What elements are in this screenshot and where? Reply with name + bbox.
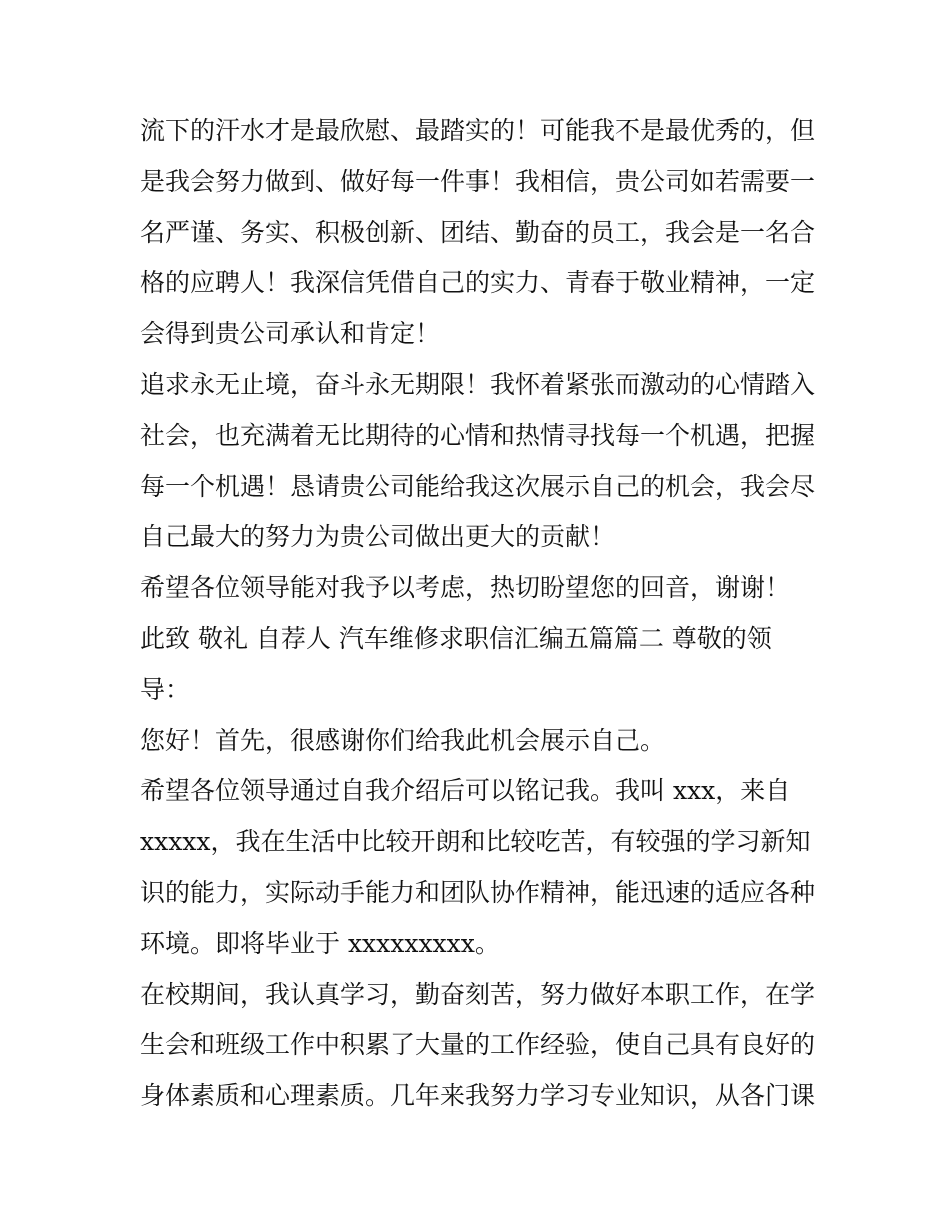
- text-line: 社会，也充满着无比期待的心情和热情寻找每一个机遇，把握: [140, 420, 816, 450]
- text-line: 您好！首先，很感谢你们给我此机会展示自己。: [140, 725, 666, 755]
- text-line: 导：: [140, 674, 191, 704]
- text-line: 生会和班级工作中积累了大量的工作经验，使自己具有良好的: [140, 1030, 816, 1060]
- text-line: 会得到贵公司承认和肯定！: [140, 319, 441, 349]
- text-line: 识的能力，实际动手能力和团队协作精神，能迅速的适应各种: [140, 877, 816, 907]
- text-line: xxxxx，我在生活中比较开朗和比较吃苦，有较强的学习新知: [140, 827, 811, 857]
- text-line: 追求永无止境，奋斗永无期限！我怀着紧张而激动的心情踏入: [140, 369, 816, 399]
- text-line: 流下的汗水才是最欣慰、最踏实的！可能我不是最优秀的，但: [140, 116, 816, 145]
- text-line: 每一个机遇！恳请贵公司能给我这次展示自己的机会，我会尽: [140, 471, 816, 501]
- text-line: 是我会努力做到、做好每一件事！我相信，贵公司如若需要一: [140, 166, 816, 196]
- text-line: 希望各位领导通过自我介绍后可以铭记我。我叫 xxx，来自: [140, 776, 791, 806]
- text-line: 名严谨、务实、积极创新、团结、勤奋的员工，我会是一名合: [140, 217, 816, 247]
- text-line: 此致 敬礼 自荐人 汽车维修求职信汇编五篇篇二 尊敬的领: [140, 623, 772, 653]
- text-line: 自己最大的努力为贵公司做出更大的贡献！: [140, 522, 616, 552]
- text-line: 希望各位领导能对我予以考虑，热切盼望您的回音，谢谢！: [140, 573, 791, 603]
- text-line: 格的应聘人！我深信凭借自己的实力、青春于敬业精神，一定: [140, 268, 816, 298]
- document-body: [140, 106, 820, 1122]
- text-line: 身体素质和心理素质。几年来我努力学习专业知识，从各门课: [140, 1081, 816, 1111]
- text-line: 在校期间，我认真学习，勤奋刻苦，努力做好本职工作，在学: [140, 979, 816, 1009]
- text-line: 环境。即将毕业于 xxxxxxxxx。: [140, 928, 500, 958]
